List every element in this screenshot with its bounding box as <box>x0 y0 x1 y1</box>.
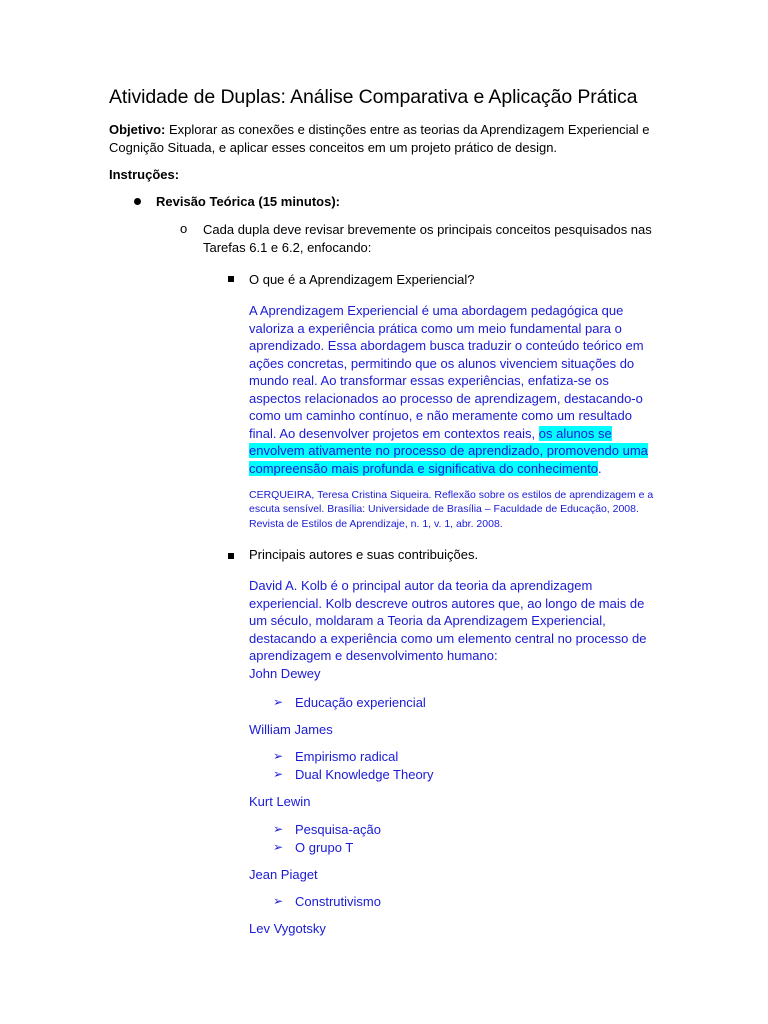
authors-intro <box>249 577 669 682</box>
author-contribution: Construtivismo <box>295 894 381 909</box>
page-title: Atividade de Duplas: Análise Comparativa e Aplicação Prática <box>109 86 638 108</box>
objective-label: Objetivo: <box>109 122 166 137</box>
section-review-line-2: Tarefas 6.1 e 6.2, enfocando: <box>203 239 372 255</box>
intro-line: David A. Kolb é o principal autor da teoria da aprendizagem <box>249 578 593 593</box>
author-name: Jean Piaget <box>249 867 318 882</box>
highlighted-text: envolvem ativamente no processo de aprendizado, promovendo uma <box>249 443 648 458</box>
answer-line: como um caminho contínuo, e não meramente como um resultado <box>249 408 632 423</box>
highlighted-text: compreensão mais profunda e significativa do conhecimento <box>249 460 599 476</box>
instructions-label: Instruções: <box>109 167 180 182</box>
answer-line: aspectos relacionados ao processo de aprendizagem, destacando-o <box>249 390 643 406</box>
answer-line: mundo real. Ao transformar essas experiências, enfatiza-se os <box>249 373 609 388</box>
author-contribution: O grupo T <box>295 840 354 855</box>
intro-line: destacando a experiência como um elemento central no processo de <box>249 630 647 646</box>
answer-line: final. Ao desenvolver projetos em contextos reais, os alunos se <box>249 425 612 441</box>
author-name: Lev Vygotsky <box>249 921 326 936</box>
objective-line-1: Explorar as conexões e distinções entre as teorias da Aprendizagem Experiencial e <box>165 122 650 137</box>
highlighted-text: os alunos se <box>538 425 612 441</box>
arrow-bullet-icon: ➢ <box>273 749 284 763</box>
author-contribution: Dual Knowledge Theory <box>295 767 434 782</box>
intro-line: experiencial. Kolb descreve outros autores que, ao longo de mais de <box>249 595 645 611</box>
intro-line: um século, moldaram a Teoria da Aprendizagem Experiencial, <box>249 613 606 628</box>
answer-line: A Aprendizagem Experiencial é uma abordagem pedagógica que <box>249 303 624 318</box>
citation-line: escuta sensível. Brasília: Universidade de Brasília – Faculdade de Educação, 2008. <box>249 503 639 516</box>
author-contribution: Pesquisa-ação <box>295 822 381 837</box>
bullet-square-icon <box>228 276 234 282</box>
arrow-bullet-icon: ➢ <box>273 695 284 709</box>
arrow-bullet-icon: ➢ <box>273 894 284 908</box>
answer-line: valoriza a experiência prática como um meio fundamental para o <box>249 320 622 336</box>
answer-line: ações concretas, permitindo que os alunos vivenciem situações do <box>249 355 635 371</box>
question-authors: Principais autores e suas contribuições. <box>249 547 479 562</box>
objective-paragraph <box>109 121 669 156</box>
answer-line: compreensão mais profunda e significativa do conhecimento. <box>249 460 602 476</box>
sub-bullet-marker: o <box>180 221 188 236</box>
section-review-line-1: Cada dupla deve revisar brevemente os principais conceitos pesquisados nas <box>203 222 652 237</box>
arrow-bullet-icon: ➢ <box>273 767 284 781</box>
citation-line: CERQUEIRA, Teresa Cristina Siqueira. Reflexão sobre os estilos de aprendizagem e a <box>249 489 654 501</box>
author-name: John Dewey <box>249 665 321 681</box>
answer-experiential <box>249 302 669 477</box>
author-contribution: Empirismo radical <box>295 749 399 764</box>
question-experiential: O que é a Aprendizagem Experiencial? <box>249 272 475 287</box>
answer-line <box>249 442 669 460</box>
answer-line: aprendizado. Essa abordagem busca traduzir o conteúdo teórico em <box>249 338 644 353</box>
section-review-text <box>203 221 663 256</box>
section-review-title: Revisão Teórica (15 minutos): <box>156 194 340 209</box>
objective-line-2: Cognição Situada, e aplicar esses conceitos em um projeto prático de design. <box>109 139 558 155</box>
author-contribution: Educação experiencial <box>295 695 426 710</box>
intro-line: aprendizagem e desenvolvimento humano: <box>249 648 498 663</box>
arrow-bullet-icon: ➢ <box>273 822 284 836</box>
citation <box>249 488 659 531</box>
bullet-square-icon <box>228 553 234 559</box>
author-name: Kurt Lewin <box>249 794 311 809</box>
author-name: William James <box>249 722 333 737</box>
citation-line: Revista de Estilos de Aprendizaje, n. 1, v. 1, abr. 2008. <box>249 517 503 530</box>
bullet-dot-icon <box>134 198 141 205</box>
arrow-bullet-icon: ➢ <box>273 840 284 854</box>
